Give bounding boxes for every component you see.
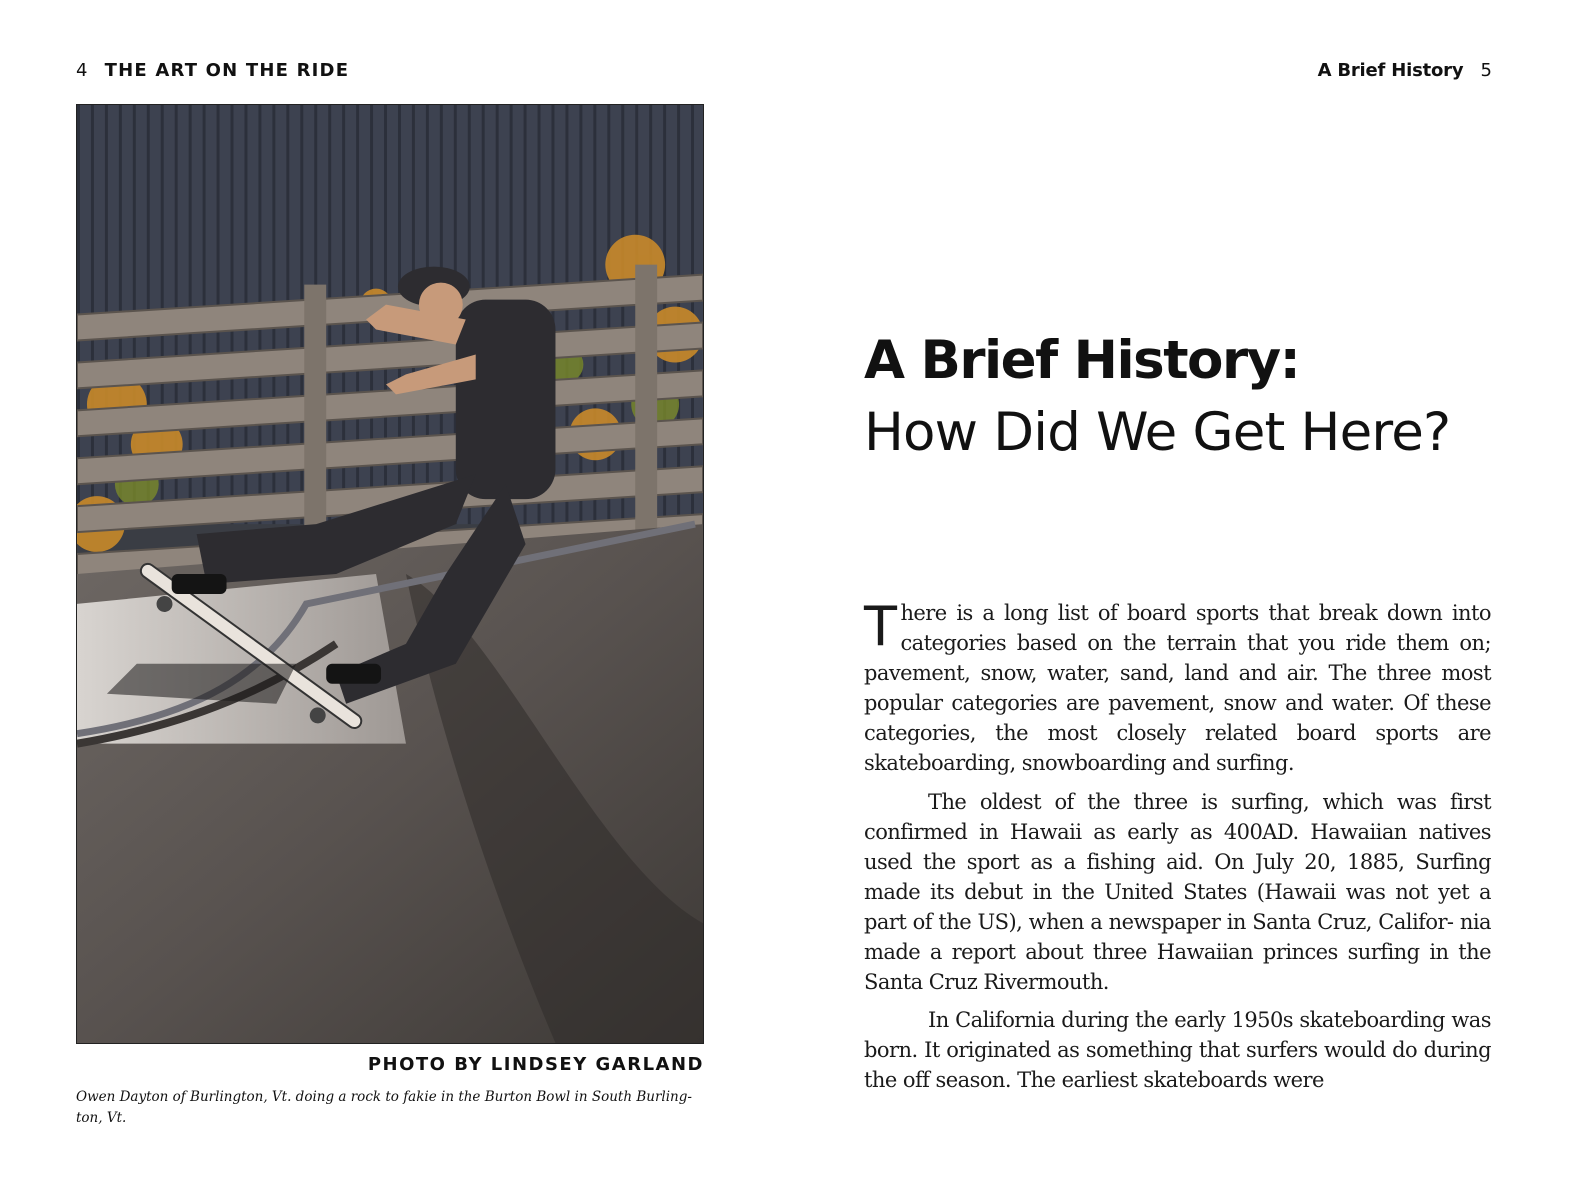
photo-caption: Owen Dayton of Burlington, Vt. doing a rock to fakie in the Burton Bowl in South Burling- ton, Vt.: [76, 1089, 692, 1126]
paragraph-2: The oldest of the three is surfing, which was first confirmed in Hawaii as early as 400AD. Hawaiian natives used the sport as a fishing aid. On July 20, 1885, Surfing made its debut in the United States (Hawaii was not yet a part of the US), when a newspaper in Santa Cruz, Califor- nia made a report about three Hawaiian princes surfing in the Santa Cruz Rivermouth.: [864, 789, 1491, 995]
paragraph-1-text: here is a long list of board sports that break down into categories based on the terrain that you ride them on; pavement, snow, water, sand, land and air. The three most popular categories are pavement, snow and water. Of these categories, the most closely related board sports are skateboarding, snowboarding and surfing.: [864, 601, 1491, 776]
photo-credit: PHOTO BY LINDSEY GARLAND: [367, 1054, 704, 1075]
right-running-title: A Brief History: [1317, 60, 1464, 81]
chapter-title-main: A Brief History:: [864, 330, 1300, 391]
right-running-head: [1318, 60, 1492, 81]
left-running-head: [76, 60, 349, 81]
left-running-title: THE ART ON THE RIDE: [104, 60, 350, 81]
chapter-title: [864, 326, 1504, 470]
skate-bowl-illustration: [77, 105, 703, 1043]
drop-cap: T: [864, 595, 897, 658]
left-page-number: 4: [76, 60, 88, 81]
chapter-title-subtitle: How Did We Get Here?: [864, 402, 1451, 463]
paragraph-3: In California during the early 1950s skateboarding was born. It originated as something that surfers would do during the off season. The earliest skateboards were: [864, 1008, 1491, 1093]
right-page-number: 5: [1480, 60, 1492, 81]
skateboarder-photo: [76, 104, 704, 1044]
paragraph-1: [864, 595, 1491, 779]
body-text: [864, 595, 1491, 1104]
